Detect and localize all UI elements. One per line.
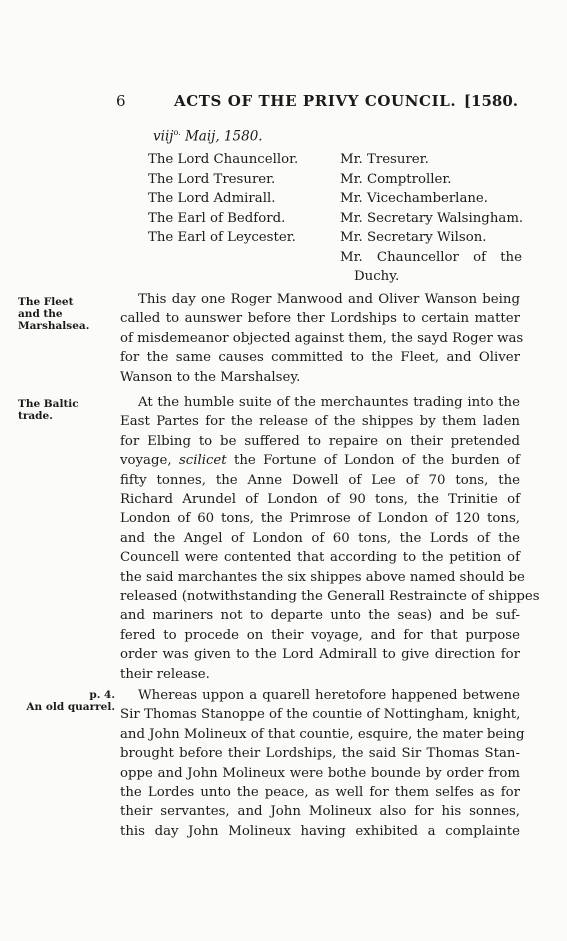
text-line: and John Molineux of that countie, esquire, the mater being [120, 726, 525, 742]
text-fragment: voyage, [120, 453, 179, 469]
text-line: and mariners not to departe unto the seas) and be suf- [120, 608, 520, 624]
marginal-note-old-quarrel [18, 689, 115, 713]
text-line: their release. [120, 666, 210, 682]
text-line: the said marchantes the six shippes above named should be [120, 569, 525, 585]
marginal-note-baltic [18, 398, 113, 422]
text-line: This day one Roger Manwood and Oliver Wanson being [138, 292, 520, 307]
text-line: oppe and John Molineux were bothe bounde by order from [120, 765, 520, 781]
text-line: released (notwithstanding the Generall Restraincte of shippes [120, 589, 540, 605]
text-line: fered to procede on their voyage, and for that purpose [120, 627, 520, 643]
attendees-left-column [148, 150, 298, 248]
text-line: East Partes for the release of the shippes by them laden [120, 414, 520, 430]
text-line: for Elbing to be suffered to repaire on their pretended [120, 433, 520, 449]
word: of [473, 249, 487, 265]
text-line: brought before their Lordships, the said Sir Thomas Stan- [120, 746, 520, 762]
attendee: Mr. Tresurer. [340, 152, 429, 167]
text-line [120, 451, 520, 470]
word: Mr. [340, 249, 363, 265]
date-day: viij [153, 128, 174, 145]
italic-term: scilicet [178, 453, 227, 469]
word: the [500, 249, 522, 265]
text-line: their servantes, and John Molineux also for his sonnes, [120, 804, 520, 820]
text-line: this day John Molineux having exhibited a complainte [120, 823, 520, 839]
margin-line: An old quarrel. [26, 701, 115, 713]
text-line: Sir Thomas Stanoppe of the countie of Nottingham, knight, [120, 707, 521, 723]
margin-line: The Baltic [18, 398, 79, 410]
text-line: At the humble suite of the merchauntes trading into the [138, 395, 520, 410]
text-line: order was given to the Lord Admirall to give direction for [120, 647, 520, 663]
text-line: Whereas uppon a quarell heretofore happened betwene [138, 688, 520, 703]
text-line: Wanson to the Marshalsey. [120, 369, 301, 385]
text-line: London of 60 tons, the Primrose of London of 120 tons, [120, 511, 520, 527]
text-fragment: the Fortune of London of the burden of [226, 453, 520, 469]
page-number: 6 [116, 92, 126, 110]
text-line: called to aunswer before ther Lordships to certain matter [120, 311, 520, 327]
attendee: Mr. Vicechamberlane. [340, 191, 489, 206]
attendees-right-column [340, 150, 522, 287]
text-line: fifty tonnes, the Anne Dowell of Lee of 70 tons, the [120, 472, 520, 488]
text-line: Richard Arundel of London of 90 tons, the Trinitie of [120, 492, 520, 508]
text-line: the Lordes unto the peace, as well for them selfes as for [120, 785, 520, 801]
margin-line: p. 4. [89, 689, 115, 701]
attendee: Mr. Comptroller. [340, 171, 452, 187]
attendee: The Lord Admirall. [148, 191, 276, 206]
date-ordinal: o. [173, 128, 181, 137]
margin-line: Marshalsea. [18, 320, 90, 332]
text-line: and the Angel of London of 60 tons, the Lords of the [120, 530, 520, 546]
text-line: of misdemeanor objected against them, the sayd Roger was [120, 330, 524, 346]
attendee-line [340, 248, 522, 268]
running-title: ACTS OF THE PRIVY COUNCIL. [174, 92, 457, 110]
margin-line: The Fleet [18, 296, 74, 308]
text-line: for the same causes committed to the Fleet, and Oliver [120, 350, 520, 366]
margin-line: and the [18, 308, 63, 320]
attendee: The Lord Tresurer. [148, 171, 276, 187]
entry-fleet-marshalsea [120, 290, 524, 387]
running-header [116, 92, 516, 116]
marginal-note-fleet [18, 296, 113, 332]
entry-baltic-trade [120, 393, 540, 684]
attendee: Mr. Secretary Walsingham. [340, 210, 524, 226]
word: Chauncellor [376, 249, 459, 265]
attendee-line-cont: Duchy. [354, 269, 400, 284]
meeting-date [153, 128, 263, 145]
attendee: The Lord Chauncellor. [148, 152, 299, 167]
date-month-year: Maij, 1580. [184, 128, 263, 145]
attendee: Mr. Secretary Wilson. [340, 230, 487, 245]
header-year: [1580. [463, 92, 518, 110]
attendee: The Earl of Bedford. [148, 210, 286, 226]
margin-line: trade. [18, 410, 53, 422]
attendee: The Earl of Leycester. [148, 230, 296, 245]
entry-old-quarrel [120, 686, 525, 841]
text-line: Councell were contented that according to the petition of [120, 550, 520, 566]
attendee-wrapped [340, 248, 522, 287]
